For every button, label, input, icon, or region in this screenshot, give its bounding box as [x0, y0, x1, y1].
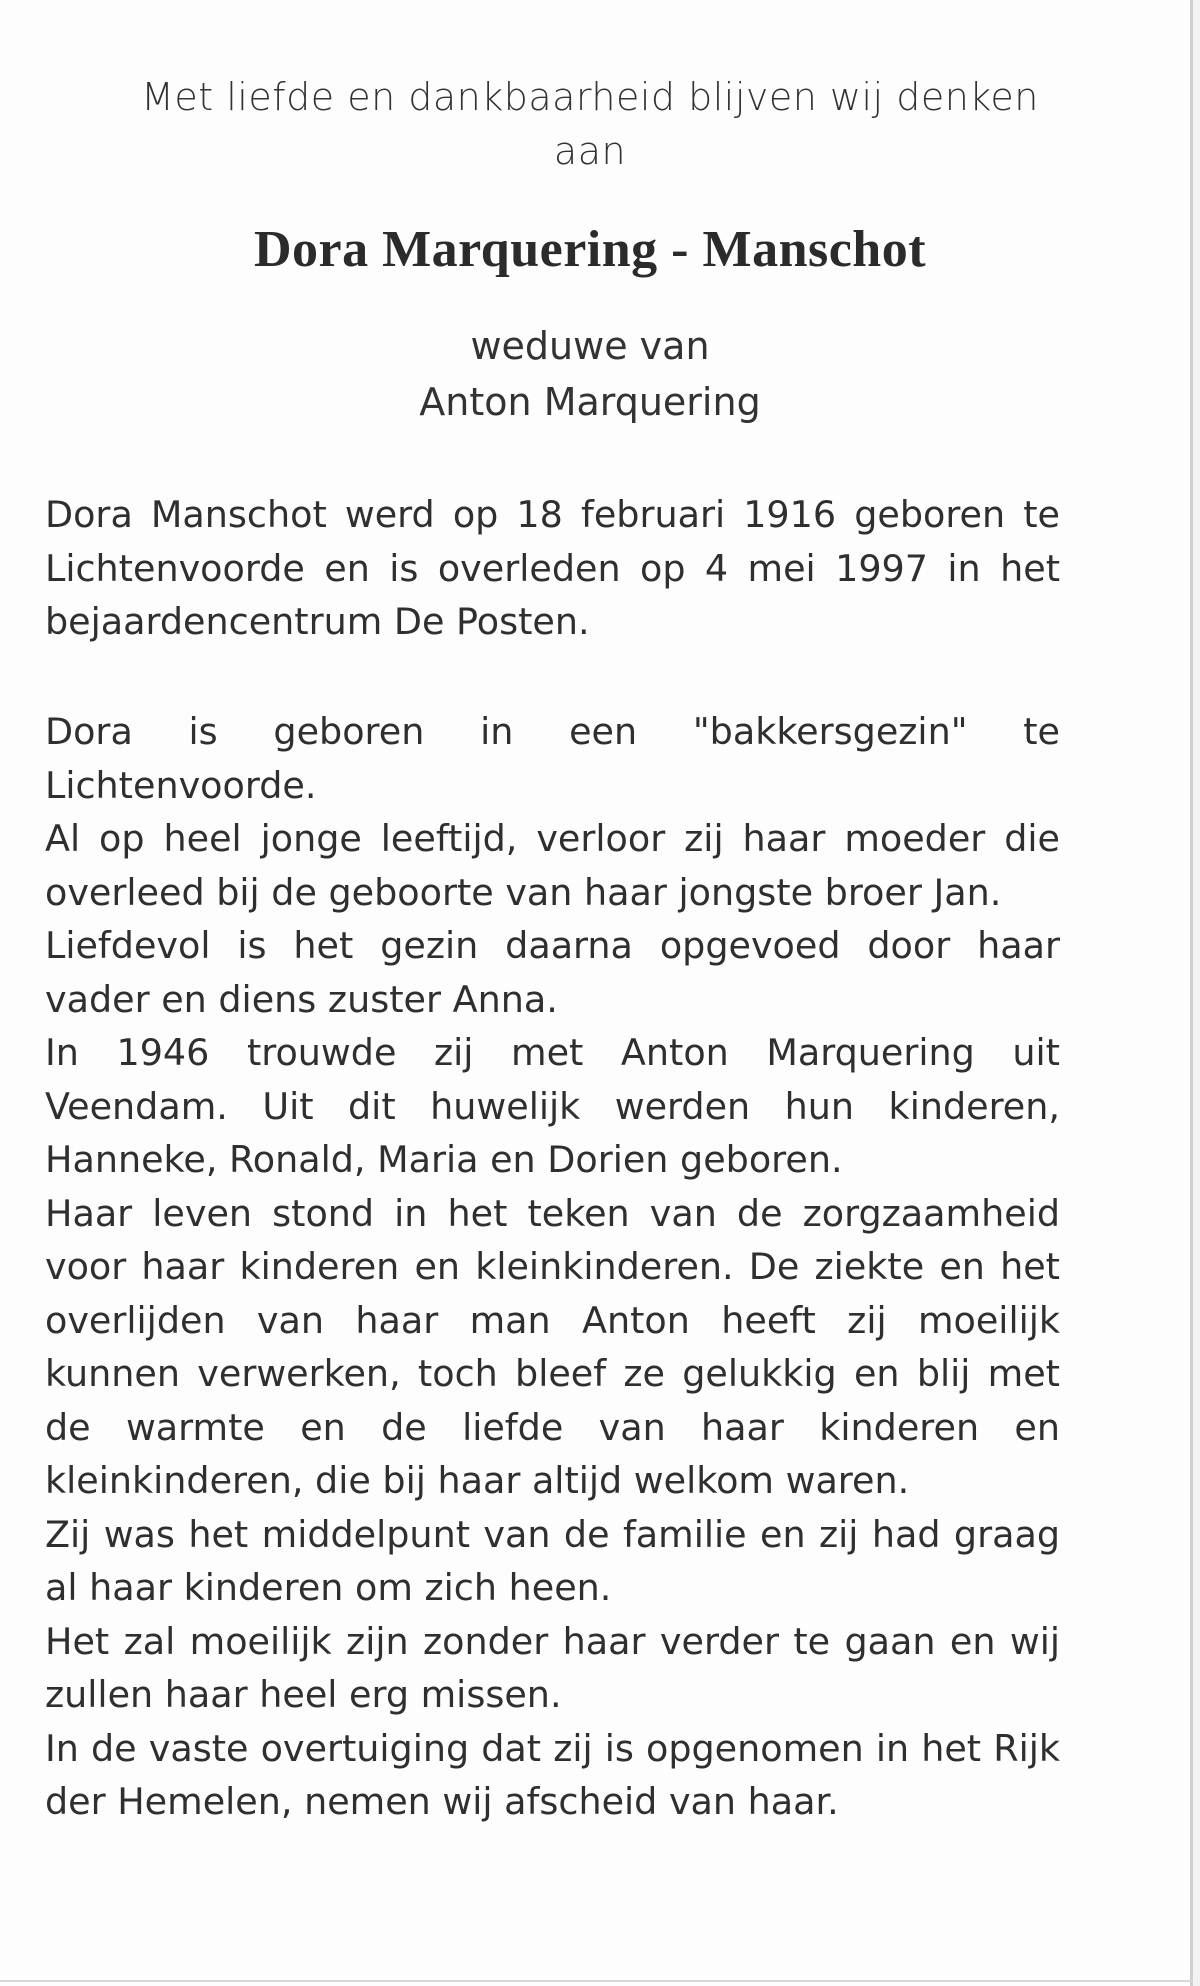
- scan-margin: [1193, 0, 1200, 1986]
- life-line: Zij was het middelpunt van de familie en zij had graag al haar kinderen om zich heen.: [45, 1512, 1060, 1609]
- paragraph-1-text: Dora Manschot werd op 18 februari 1916 geboren te Lichtenvoorde en is overleden op 4 mei 1997 in het bejaardencentrum De Posten.: [45, 493, 1060, 643]
- intro-line-1: Met liefde en dankbaarheid blijven wij denken: [141, 75, 1039, 119]
- life-line: Al op heel jonge leeftijd, verloor zij haar moeder die overleed bij de geboorte van haar jongste broer Jan.: [45, 817, 1060, 914]
- widow-line-1: weduwe van: [470, 324, 710, 368]
- intro-text: [40, 70, 1140, 178]
- life-line: Haar leven stond in het teken van de zorgzaamheid voor haar kinderen en kleinkinderen. De ziekte en het overlijden van haar man Anton heeft zij moeilijk kunnen verwerken, toch bleef ze gelukkig en blij met de warmte en de liefde van haar kinderen en kleinkinderen, die bij haar altijd welkom waren.: [45, 1191, 1060, 1502]
- widow-of: [40, 318, 1140, 430]
- paragraph-life-story: [45, 705, 1060, 1829]
- widow-line-2: Anton Marquering: [419, 380, 761, 424]
- intro-line-2: aan: [553, 129, 627, 173]
- card-bottom-edge: [0, 1980, 1193, 1982]
- life-line: Het zal moeilijk zijn zonder haar verder te gaan en wij zullen haar heel erg missen.: [45, 1619, 1060, 1716]
- life-line: Liefdevol is het gezin daarna opgevoed door haar vader en diens zuster Anna.: [45, 924, 1060, 1021]
- deceased-name: Dora Marquering - Manschot: [253, 221, 927, 278]
- paragraph-birth-death: [45, 488, 1060, 649]
- life-line: Dora is geboren in een "bakkersgezin" te Lichtenvoorde.: [45, 710, 1060, 807]
- life-line: In 1946 trouwde zij met Anton Marquering uit Veendam. Uit dit huwelijk werden hun kinderen, Hanneke, Ronald, Maria en Dorien geboren.: [45, 1031, 1060, 1181]
- life-line: In de vaste overtuiging dat zij is opgenomen in het Rijk der Hemelen, nemen wij afscheid van haar.: [45, 1726, 1060, 1823]
